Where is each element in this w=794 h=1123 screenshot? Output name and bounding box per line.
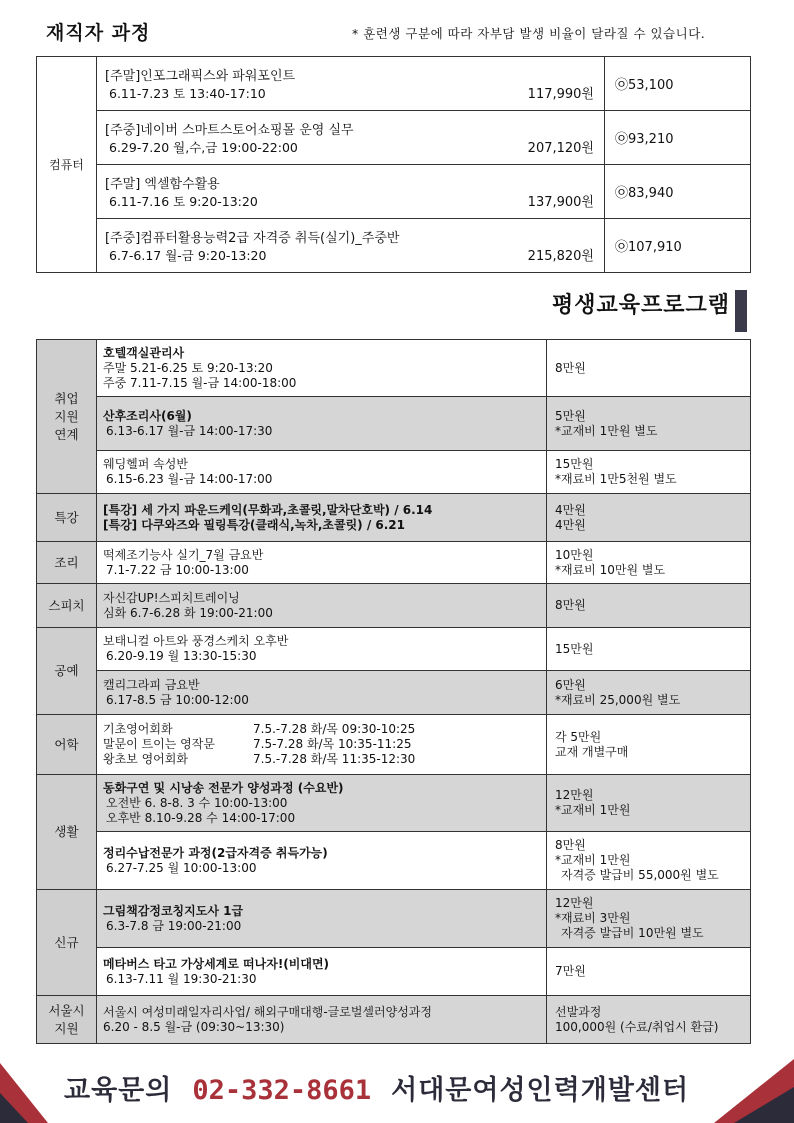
course-cell <box>97 832 547 890</box>
course-name: [특강] 다쿠와즈와 필링특강(클래식,녹차,초콜릿) / 6.21 <box>103 517 406 532</box>
course-line <box>103 722 540 737</box>
fee-text: 4만원 <box>555 517 586 532</box>
fee-note: *교재비 1만원 <box>555 853 631 867</box>
course-date: 6.29-7.20 월,수,금 19:00-22:00 <box>109 140 298 155</box>
self-pay: ㉧107,910 <box>605 219 751 273</box>
category-label: 서울시 지원 <box>48 1002 85 1036</box>
category-cell <box>37 494 97 542</box>
course-name: [특강] 세 가지 파운드케익(무화과,초콜릿,말차단호박) / 6.14 <box>103 502 433 517</box>
category-label: 특강 <box>54 509 79 525</box>
category-label: 생활 <box>54 824 79 839</box>
fee-note: *교재비 1만원 <box>555 803 631 817</box>
course-name: 캘리그라피 금요반 <box>103 677 200 692</box>
table-row <box>37 628 751 671</box>
course-fee: 137,900원 <box>527 195 594 210</box>
fee-text: 10만원 <box>555 547 594 562</box>
fee-note: *재료비 10만원 별도 <box>555 562 666 577</box>
table-row <box>37 671 751 715</box>
table-row <box>37 775 751 832</box>
table-row <box>37 494 751 542</box>
course-name: 정리수납전문가 과정(2급자격증 취득가능) <box>103 845 328 860</box>
fee-text: 각 5만원 <box>555 729 602 744</box>
table-row <box>37 57 751 111</box>
fee-text: 15만원 <box>555 641 594 656</box>
fee-note: 자격증 발급비 10만원 별도 <box>561 926 704 940</box>
course-schedule: 7.5.-7.28 화/목 09:30-10:25 <box>253 722 416 736</box>
course-cell <box>97 890 547 948</box>
course-cell <box>97 628 547 671</box>
course-name: 서울시 여성미래일자리사업/ 해외구매대행-글로벌셀러양성과정 <box>103 1004 432 1019</box>
category-cell <box>37 775 97 890</box>
course-schedule: 6.20-9.19 월 13:30-15:30 <box>106 649 257 663</box>
table-row <box>37 397 751 451</box>
self-pay: ㉧93,210 <box>605 111 751 165</box>
table-row <box>37 996 751 1044</box>
fee-text: 5만원 <box>555 408 586 423</box>
category-cell <box>37 996 97 1044</box>
fee-text: 15만원 <box>555 457 594 471</box>
fee-text: 12만원 <box>555 788 594 802</box>
fee-note: 교재 개별구매 <box>555 744 629 759</box>
course-schedule: 6.27-7.25 월 10:00-13:00 <box>106 860 257 875</box>
fee-text: 선발과정 <box>555 1004 602 1019</box>
fee-note: *교재비 1만원 별도 <box>555 423 658 438</box>
section-title-bar <box>735 290 747 332</box>
course-name: 산후조리사(6월) <box>103 408 192 423</box>
fee-text: 7만원 <box>555 964 586 978</box>
footer-label: 교육문의 <box>64 1075 173 1106</box>
fee-text: 8만원 <box>555 838 586 852</box>
course-cell <box>97 219 605 273</box>
fee-cell <box>547 948 751 996</box>
course-cell <box>97 671 547 715</box>
course-name: 자신감UP!스피치트레이닝 <box>103 590 240 605</box>
fee-text: 6만원 <box>555 677 586 692</box>
category-cell <box>37 628 97 715</box>
table-row <box>37 340 751 397</box>
course-fee: 207,120원 <box>527 141 594 156</box>
fee-text: 8만원 <box>555 360 586 375</box>
course-cell <box>97 948 547 996</box>
course-cell <box>97 542 547 584</box>
course-name: 기초영어회화 <box>103 722 173 736</box>
fee-cell <box>547 542 751 584</box>
table-row <box>37 715 751 775</box>
table-row <box>37 832 751 890</box>
category-cell <box>37 542 97 584</box>
fee-note: 자격증 발급비 55,000원 별도 <box>561 868 719 882</box>
fee-note: 100,000원 (수료/취업시 환급) <box>555 1019 719 1034</box>
course-cell <box>97 340 547 397</box>
course-schedule: 심화 6.7-6.28 화 19:00-21:00 <box>103 605 273 620</box>
table-row <box>37 165 751 219</box>
employed-course-table <box>36 56 751 273</box>
course-schedule: 6.13-6.17 월-금 14:00-17:30 <box>106 423 273 438</box>
section-title-employed: 재직자 과정 <box>46 22 151 44</box>
lifelong-course-table <box>36 339 751 1044</box>
course-cell <box>97 111 605 165</box>
course-name: 왕초보 영어회화 <box>103 752 188 766</box>
fee-cell <box>547 397 751 451</box>
course-name: [주중]컴퓨터활용능력2급 자격증 취득(실기)_주중반 <box>105 231 400 246</box>
fee-cell <box>547 715 751 775</box>
course-fee: 215,820원 <box>527 249 594 264</box>
course-cell <box>97 57 605 111</box>
category-cell <box>37 890 97 996</box>
category-cell <box>37 715 97 775</box>
course-schedule: 7.5-7.28 화/목 10:35-11:25 <box>253 737 412 751</box>
table-row <box>37 584 751 628</box>
course-fee: 117,990원 <box>527 87 594 102</box>
category-label: 취업 지원 연계 <box>54 390 79 442</box>
course-name: 떡제조기능사 실기_7월 금요반 <box>103 547 264 562</box>
course-schedule: 6.20 - 8.5 월-금 (09:30~13:30) <box>103 1019 285 1034</box>
category-cell <box>37 584 97 628</box>
phone-number[interactable]: 02-332-8661 <box>192 1075 372 1106</box>
fee-cell <box>547 340 751 397</box>
course-name: 메타버스 타고 가상세계로 떠나자!(비대면) <box>103 956 330 971</box>
fee-note: *재료비 25,000원 별도 <box>555 692 681 707</box>
course-schedule: 6.13-7.11 월 19:30-21:30 <box>106 971 257 986</box>
fee-text: 8만원 <box>555 598 586 612</box>
course-cell <box>97 584 547 628</box>
fee-cell <box>547 584 751 628</box>
fee-cell <box>547 832 751 890</box>
course-cell <box>97 996 547 1044</box>
course-name: [주말]인포그래픽스와 파워포인트 <box>105 69 296 84</box>
fee-cell <box>547 775 751 832</box>
course-schedule: 오후반 8.10-9.28 수 14:00-17:00 <box>106 810 296 825</box>
category-label: 조리 <box>54 554 79 570</box>
fee-cell <box>547 494 751 542</box>
category-cell <box>37 340 97 494</box>
table-row <box>37 890 751 948</box>
course-date: 6.11-7.16 토 9:20-13:20 <box>109 194 258 209</box>
fee-cell <box>547 671 751 715</box>
corner-decoration <box>0 1093 28 1123</box>
course-schedule: 6.3-7.8 금 19:00-21:00 <box>106 918 242 933</box>
header-note: * 훈련생 구분에 따라 자부담 발생 비율이 달라질 수 있습니다. <box>352 26 706 41</box>
course-cell <box>97 165 605 219</box>
course-schedule: 6.15-6.23 월-금 14:00-17:00 <box>106 472 273 486</box>
course-date: 6.11-7.23 토 13:40-17:10 <box>109 86 266 101</box>
self-pay: ㉧53,100 <box>605 57 751 111</box>
course-name: 동화구연 및 시낭송 전문가 양성과정 (수요반) <box>103 780 344 795</box>
org-name: 서대문여성인력개발센터 <box>391 1075 690 1106</box>
course-name: 호텔객실관리사 <box>103 345 185 360</box>
course-name: [주중]네이버 스마트스토어쇼핑몰 운영 실무 <box>105 123 354 138</box>
table-row <box>37 542 751 584</box>
category-label: 신규 <box>54 934 79 950</box>
fee-cell <box>547 890 751 948</box>
course-schedule: 6.17-8.5 금 10:00-12:00 <box>106 692 249 707</box>
fee-cell <box>547 451 751 494</box>
category-label: 어학 <box>54 736 79 752</box>
footer-contact <box>64 1068 689 1107</box>
course-line <box>103 752 540 767</box>
course-date: 6.7-6.17 월-금 9:20-13:20 <box>109 248 267 263</box>
course-name: 웨딩헬퍼 속성반 <box>103 457 188 471</box>
category-label: 스피치 <box>48 597 85 613</box>
fee-cell <box>547 996 751 1044</box>
table-row <box>37 948 751 996</box>
course-cell <box>97 397 547 451</box>
course-line <box>103 737 540 752</box>
fee-note: *재료비 1만5천원 별도 <box>555 472 677 486</box>
self-pay: ㉧83,940 <box>605 165 751 219</box>
course-schedule: 주말 5.21-6.25 토 9:20-13:20 <box>103 360 273 375</box>
table-row <box>37 111 751 165</box>
section-title-lifelong: 평생교육프로그램 <box>551 293 730 318</box>
footer <box>0 1064 794 1123</box>
course-schedule: 7.1-7.22 금 10:00-13:00 <box>106 562 249 577</box>
fee-cell <box>547 628 751 671</box>
course-name: 그림책감정코칭지도사 1급 <box>103 903 244 918</box>
category-label: 공예 <box>54 663 79 678</box>
course-name: [주말] 엑셀함수활용 <box>105 177 220 192</box>
course-schedule: 7.5.-7.28 화/목 11:35-12:30 <box>253 752 416 766</box>
course-cell <box>97 715 547 775</box>
category-cell: 컴퓨터 <box>37 57 97 273</box>
table-row <box>37 219 751 273</box>
course-name: 말문이 트이는 영작문 <box>103 737 215 751</box>
course-schedule: 오전반 6. 8-8. 3 수 10:00-13:00 <box>106 795 288 810</box>
course-cell <box>97 451 547 494</box>
course-cell <box>97 494 547 542</box>
table-row <box>37 451 751 494</box>
course-name: 보태니컬 아트와 풍경스케치 오후반 <box>103 634 289 648</box>
fee-text: 4만원 <box>555 502 586 517</box>
course-cell <box>97 775 547 832</box>
fee-note: *재료비 3만원 <box>555 911 631 925</box>
corner-decoration <box>734 1087 794 1123</box>
fee-text: 12만원 <box>555 896 594 910</box>
course-schedule: 주중 7.11-7.15 월-금 14:00-18:00 <box>103 375 297 390</box>
